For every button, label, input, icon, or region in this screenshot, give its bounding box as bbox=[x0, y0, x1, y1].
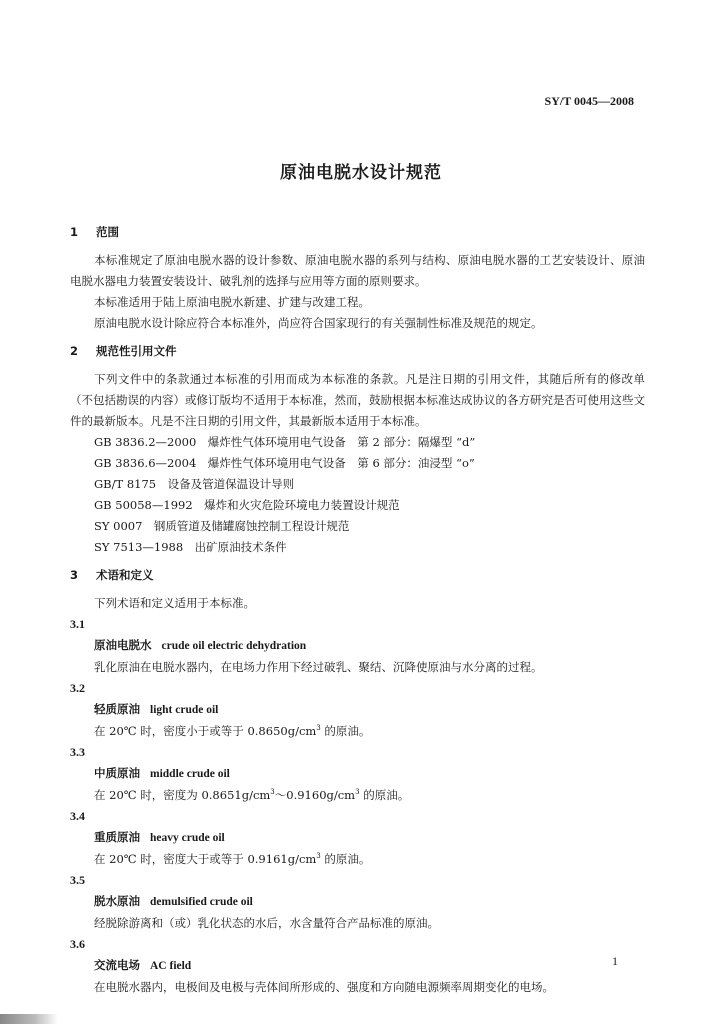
term-number: 3.4 bbox=[70, 809, 85, 823]
superscript: 3 bbox=[316, 724, 321, 733]
definition-text: 的原油。 bbox=[359, 788, 410, 802]
definition-text: 在 20℃ 时，密度为 0.8651g/cm bbox=[94, 788, 271, 802]
term-cn: 交流电场 bbox=[94, 958, 140, 972]
document-body bbox=[70, 222, 645, 998]
superscript: 3 bbox=[355, 788, 360, 797]
term-definition: 经脱除游离和（或）乳化状态的水后，水含量符合产品标准的原油。 bbox=[94, 916, 439, 930]
reference-item: SY 0007 钢质管道及储罐腐蚀控制工程设计规范 bbox=[94, 519, 350, 533]
term-entry bbox=[70, 763, 645, 785]
section-title: 范围 bbox=[96, 225, 119, 239]
definition-text: ～0.9160g/cm bbox=[274, 788, 356, 802]
document-title: 原油电脱水设计规范 bbox=[280, 163, 442, 183]
term-cn: 原油电脱水 bbox=[94, 638, 152, 652]
definition-text: 在 20℃ 时，密度小于或等于 0.8650g/cm bbox=[94, 724, 317, 738]
term-number: 3.6 bbox=[70, 937, 85, 951]
term-entry bbox=[70, 635, 645, 657]
term-definition: 在电脱水器内，电极间及电极与壳体间所形成的、强度和方向随电源频率周期变化的电场。 bbox=[94, 980, 554, 994]
reference-item: GB 3836.6—2004 爆炸性气体环境用电气设备 第 6 部分：油浸型 “o” bbox=[94, 456, 475, 470]
document-code: SY/T 0045—2008 bbox=[544, 94, 634, 108]
reference-item: GB 50058—1992 爆炸和火灾危险环境电力装置设计规范 bbox=[94, 498, 400, 512]
term-en: heavy crude oil bbox=[150, 832, 225, 844]
section-title: 术语和定义 bbox=[96, 568, 154, 582]
term-number: 3.3 bbox=[70, 745, 85, 759]
paragraph: 原油电脱水设计除应符合本标准外，尚应符合国家现行的有关强制性标准及规范的规定。 bbox=[94, 316, 543, 330]
definition-text: 在 20℃ 时，密度大于或等于 0.9161g/cm bbox=[94, 852, 317, 866]
term-entry bbox=[70, 827, 645, 849]
scan-artifact bbox=[0, 1014, 58, 1024]
term-definition bbox=[70, 849, 645, 870]
term-en: light crude oil bbox=[150, 704, 219, 716]
paragraph: 下列术语和定义适用于本标准。 bbox=[94, 596, 255, 610]
term-en: AC field bbox=[150, 960, 192, 972]
term-en: demulsified crude oil bbox=[150, 896, 253, 908]
term-cn: 中质原油 bbox=[94, 766, 140, 780]
term-number: 3.2 bbox=[70, 681, 85, 695]
section-number: 2 bbox=[70, 344, 79, 358]
paragraph: 下列文件中的条款通过本标准的引用而成为本标准的条款。凡是注日期的引用文件，其随后所有的修改单（不包括勘误的内容）或修订版均不适用于本标准，然而，鼓励根据本标准达成协议的各方研究是否可使用这些文件的最新版本。凡是不注日期的引用文件，其最新版本适用于本标准。 bbox=[70, 372, 645, 428]
term-entry bbox=[70, 955, 645, 977]
reference-item: GB/T 8175 设备及管道保温设计导则 bbox=[94, 477, 295, 491]
section-heading bbox=[70, 565, 645, 586]
section-number: 3 bbox=[70, 568, 79, 582]
superscript: 3 bbox=[316, 852, 321, 861]
section-heading bbox=[70, 341, 645, 362]
reference-item: SY 7513—1988 出矿原油技术条件 bbox=[94, 540, 287, 554]
superscript: 3 bbox=[270, 788, 275, 797]
term-number: 3.1 bbox=[70, 617, 85, 631]
term-entry bbox=[70, 891, 645, 913]
term-entry bbox=[70, 699, 645, 721]
term-en: middle crude oil bbox=[150, 768, 230, 780]
term-cn: 轻质原油 bbox=[94, 702, 140, 716]
term-en: crude oil electric dehydration bbox=[161, 640, 307, 652]
term-cn: 重质原油 bbox=[94, 830, 140, 844]
term-number: 3.5 bbox=[70, 873, 85, 887]
term-cn: 脱水原油 bbox=[94, 894, 140, 908]
definition-text: 的原油。 bbox=[320, 852, 371, 866]
term-definition bbox=[70, 721, 645, 742]
paragraph: 本标准适用于陆上原油电脱水新建、扩建与改建工程。 bbox=[94, 295, 370, 309]
term-definition bbox=[70, 785, 645, 806]
reference-item: GB 3836.2—2000 爆炸性气体环境用电气设备 第 2 部分：隔爆型 “d” bbox=[94, 435, 476, 449]
term-definition: 乳化原油在电脱水器内，在电场力作用下经过破乳、聚结、沉降使原油与水分离的过程。 bbox=[94, 660, 543, 674]
section-title: 规范性引用文件 bbox=[96, 344, 177, 358]
page-number: 1 bbox=[612, 954, 618, 968]
definition-text: 的原油。 bbox=[320, 724, 371, 738]
paragraph: 本标准规定了原油电脱水器的设计参数、原油电脱水器的系列与结构、原油电脱水器的工艺安装设计、原油电脱水器电力装置安装设计、破乳剂的选择与应用等方面的原则要求。 bbox=[70, 253, 645, 288]
section-number: 1 bbox=[70, 225, 79, 239]
section-heading bbox=[70, 222, 645, 243]
